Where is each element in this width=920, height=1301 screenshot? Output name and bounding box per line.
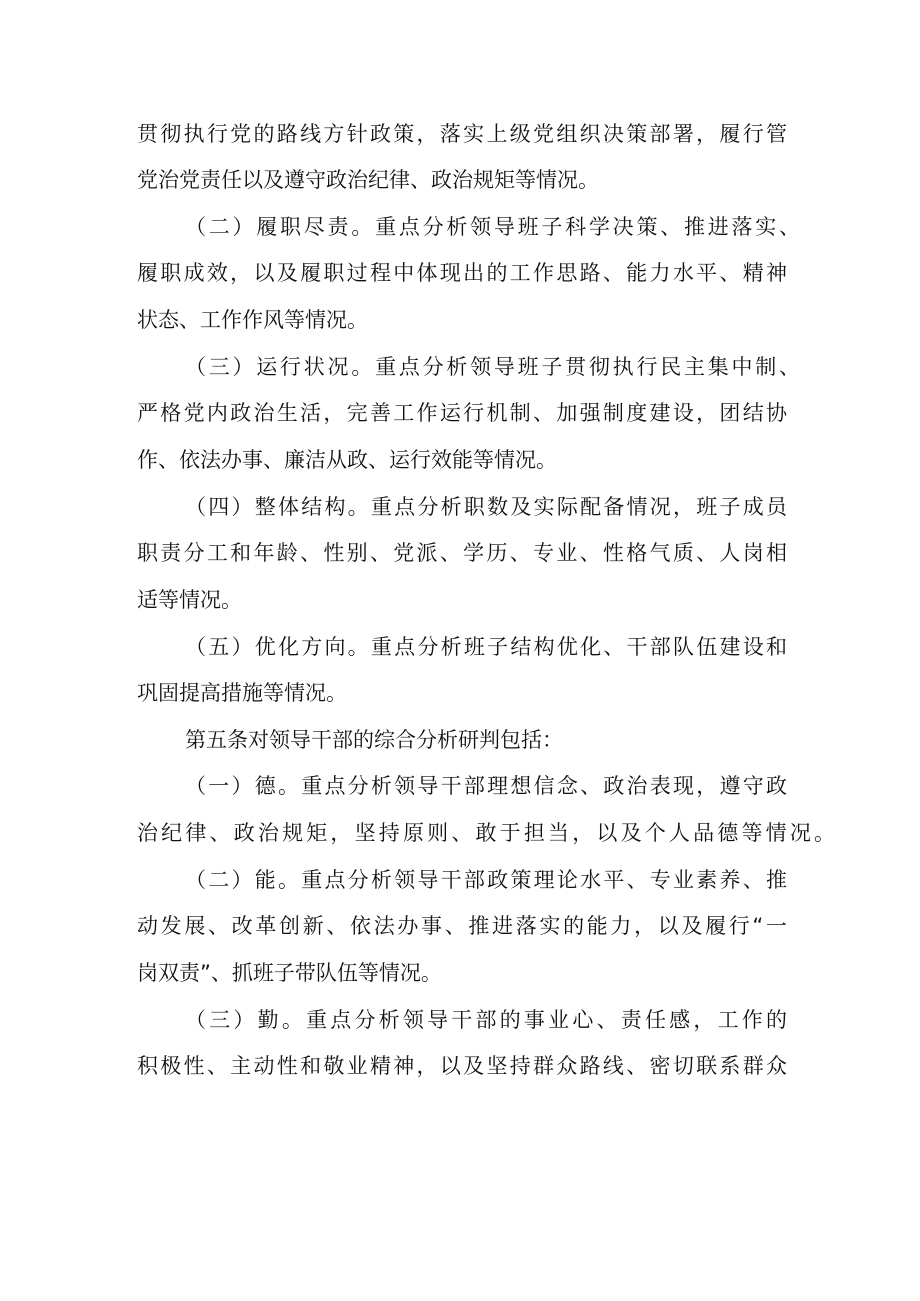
body-text-line: （五）优化方向。重点分析班子结构优化、干部队伍建设和 <box>185 635 787 659</box>
body-text-line: 状态、工作作风等情况。 <box>137 308 368 332</box>
body-text-line: 适等情况。 <box>137 588 242 612</box>
body-text-line: （二）能。重点分析领导干部政策理论水平、专业素养、推 <box>185 868 787 892</box>
body-text-line: （二）履职尽责。重点分析领导班子科学决策、推进落实、 <box>185 215 800 239</box>
body-text-line: 作、依法办事、廉洁从政、运行效能等情况。 <box>137 448 557 472</box>
body-text-line: （一）德。重点分析领导干部理想信念、政治表现，遵守政 <box>185 774 787 798</box>
body-text-line: 巩固提高措施等情况。 <box>137 681 347 705</box>
body-text-line: 治纪律、政治规矩，坚持原则、敢于担当，以及个人品德等情况。 <box>137 821 835 845</box>
body-text-line: 积极性、主动性和敬业精神，以及坚持群众路线、密切联系群众 <box>137 1054 787 1078</box>
body-text-line: （四）整体结构。重点分析职数及实际配备情况，班子成员 <box>185 495 787 519</box>
body-text-line: 动发展、改革创新、依法办事、推进落实的能力，以及履行“一 <box>137 914 787 938</box>
body-text-line: （三）运行状况。重点分析领导班子贯彻执行民主集中制、 <box>185 355 800 379</box>
body-text-line: 严格党内政治生活，完善工作运行机制、加强制度建设，团结协 <box>137 401 787 425</box>
section-heading: 第五条对领导干部的综合分析研判包括： <box>185 728 563 752</box>
body-text-line: 岗双责”、抓班子带队伍等情况。 <box>137 961 442 985</box>
body-text-line: 职责分工和年龄、性别、党派、学历、专业、性格气质、人岗相 <box>137 541 787 565</box>
body-text-line: 党治党责任以及遵守政治纪律、政治规矩等情况。 <box>137 168 599 192</box>
body-text-line: （三）勤。重点分析领导干部的事业心、责任感，工作的 <box>185 1008 787 1032</box>
body-text-line: 贯彻执行党的路线方针政策，落实上级党组织决策部署，履行管 <box>137 122 787 146</box>
body-text-line: 履职成效，以及履职过程中体现出的工作思路、能力水平、精神 <box>137 261 787 285</box>
